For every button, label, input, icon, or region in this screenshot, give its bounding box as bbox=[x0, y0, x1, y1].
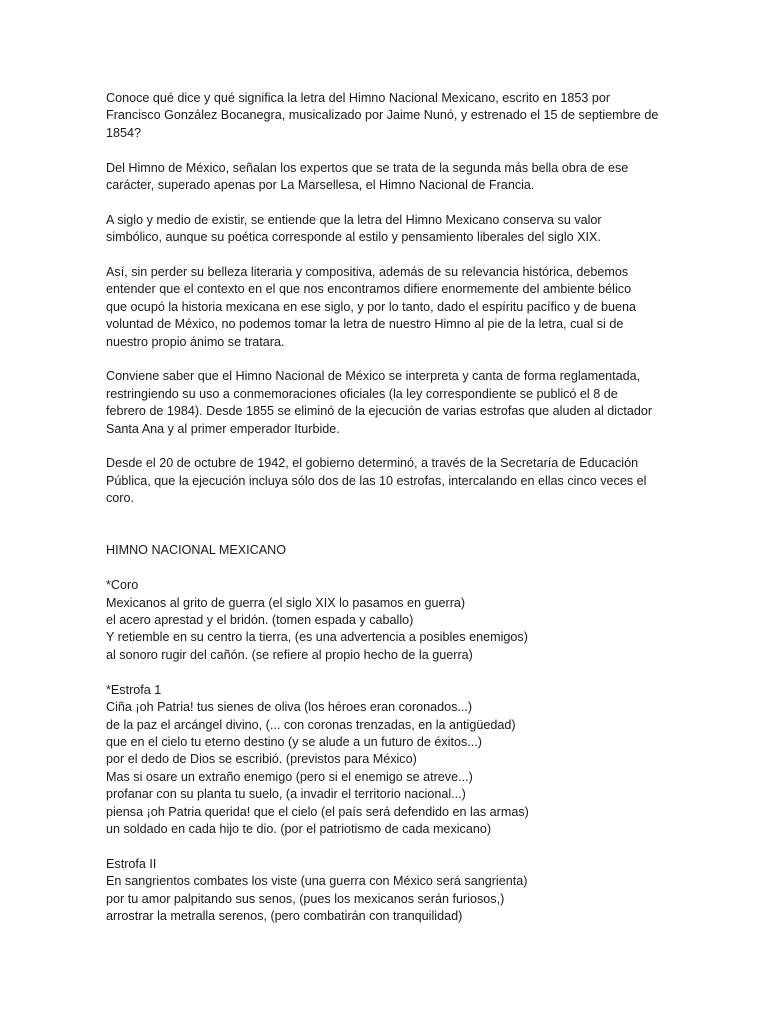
text-line: Conoce qué dice y qué significa la letra del Himno Nacional Mexicano, escrito en 1853 por bbox=[106, 91, 611, 105]
anthem-title: HIMNO NACIONAL MEXICANO bbox=[106, 543, 287, 558]
text-line: Del Himno de México, señalan los expertos que se trata de la segunda más bella obra de ese bbox=[106, 160, 629, 175]
verse-line: el acero aprestad y el bridón. (tomen espada y caballo) bbox=[106, 613, 414, 628]
stanza-title: Estrofa II bbox=[106, 856, 157, 871]
intro-paragraph-3 bbox=[106, 212, 726, 247]
stanza-coro bbox=[106, 577, 726, 664]
intro-paragraph-1 bbox=[106, 90, 726, 142]
verse-line: piensa ¡oh Patria querida! que el cielo (el país será defendido en las armas) bbox=[106, 804, 529, 819]
verse-line: al sonoro rugir del cañón. (se refiere al propio hecho de la guerra) bbox=[106, 647, 473, 662]
text-line: simbólico, aunque su poética corresponde al estilo y pensamiento liberales del siglo XIX. bbox=[106, 230, 601, 245]
text-line: carácter, superado apenas por La Marsellesa, el Himno Nacional de Francia. bbox=[106, 178, 535, 193]
text-line: Santa Ana y al primer emperador Iturbide. bbox=[106, 421, 340, 436]
text-line: 1854? bbox=[106, 125, 142, 140]
intro-paragraph-5 bbox=[106, 368, 726, 438]
text-line: A siglo y medio de existir, se entiende que la letra del Himno Mexicano conserva su valor bbox=[106, 212, 602, 227]
verse-line: arrostrar la metralla serenos, (pero combatirán con tranquilidad) bbox=[106, 908, 463, 923]
text-line: Francisco González Bocanegra, musicalizado por Jaime Nunó, y estrenado el 15 de septiembre de bbox=[106, 108, 659, 123]
document-page bbox=[106, 90, 726, 943]
verse-line: Mexicanos al grito de guerra (el siglo XIX lo pasamos en guerra) bbox=[106, 595, 466, 610]
text-line: restringiendo su uso a conmemoraciones oficiales (la ley correspondiente se publicó el 8 de bbox=[106, 386, 618, 401]
text-line: voluntad de México, no podemos tomar la letra de nuestro Himno al pie de la letra, cual si de bbox=[106, 317, 624, 332]
text-line: Así, sin perder su belleza literaria y compositiva, además de su relevancia histórica, debemos bbox=[106, 265, 629, 280]
verse-line: Mas si osare un extraño enemigo (pero si el enemigo se atreve...) bbox=[106, 769, 473, 784]
text-line: coro. bbox=[106, 491, 134, 506]
text-line: nuestro propio ánimo se tratara. bbox=[106, 334, 285, 349]
stanza-estrofa-2 bbox=[106, 856, 726, 926]
verse-line: por tu amor palpitando sus senos, (pues los mexicanos serán furiosos,) bbox=[106, 891, 505, 906]
verse-line: por el dedo de Dios se escribió. (previstos para México) bbox=[106, 752, 417, 767]
stanza-estrofa-1 bbox=[106, 682, 726, 839]
intro-paragraph-6 bbox=[106, 455, 726, 507]
stanza-title: *Estrofa 1 bbox=[106, 682, 162, 697]
verse-line: profanar con su planta tu suelo, (a invadir el territorio nacional...) bbox=[106, 787, 466, 802]
text-line: febrero de 1984). Desde 1855 se eliminó de la ejecución de varias estrofas que aluden al dictador bbox=[106, 404, 653, 419]
verse-line: un soldado en cada hijo te dio. (por el patriotismo de cada mexicano) bbox=[106, 821, 492, 836]
intro-paragraph-2 bbox=[106, 160, 726, 195]
verse-line: En sangrientos combates los viste (una guerra con México será sangrienta) bbox=[106, 874, 528, 889]
verse-line: Y retiemble en su centro la tierra, (es una advertencia a posibles enemigos) bbox=[106, 630, 528, 645]
verse-line: de la paz el arcángel divino, (... con coronas trenzadas, en la antigüedad) bbox=[106, 717, 516, 732]
text-line: Conviene saber que el Himno Nacional de México se interpreta y canta de forma reglamentada, bbox=[106, 369, 641, 384]
intro-paragraph-4 bbox=[106, 264, 726, 351]
verse-line: Ciña ¡oh Patria! tus sienes de oliva (los héroes eran coronados...) bbox=[106, 700, 473, 715]
stanza-title: *Coro bbox=[106, 578, 139, 593]
text-line: Desde el 20 de octubre de 1942, el gobierno determinó, a través de la Secretaría de Educación bbox=[106, 456, 639, 471]
text-line: Pública, que la ejecución incluya sólo dos de las 10 estrofas, intercalando en ellas cinco veces el bbox=[106, 473, 647, 488]
text-line: entender que el contexto en el que nos encontramos difiere enormemente del ambiente bélico bbox=[106, 282, 632, 297]
text-line: que ocupó la historia mexicana en ese siglo, y por lo tanto, dado el espíritu pacífico y de buena bbox=[106, 299, 636, 314]
verse-line: que en el cielo tu eterno destino (y se alude a un futuro de éxitos...) bbox=[106, 734, 482, 749]
